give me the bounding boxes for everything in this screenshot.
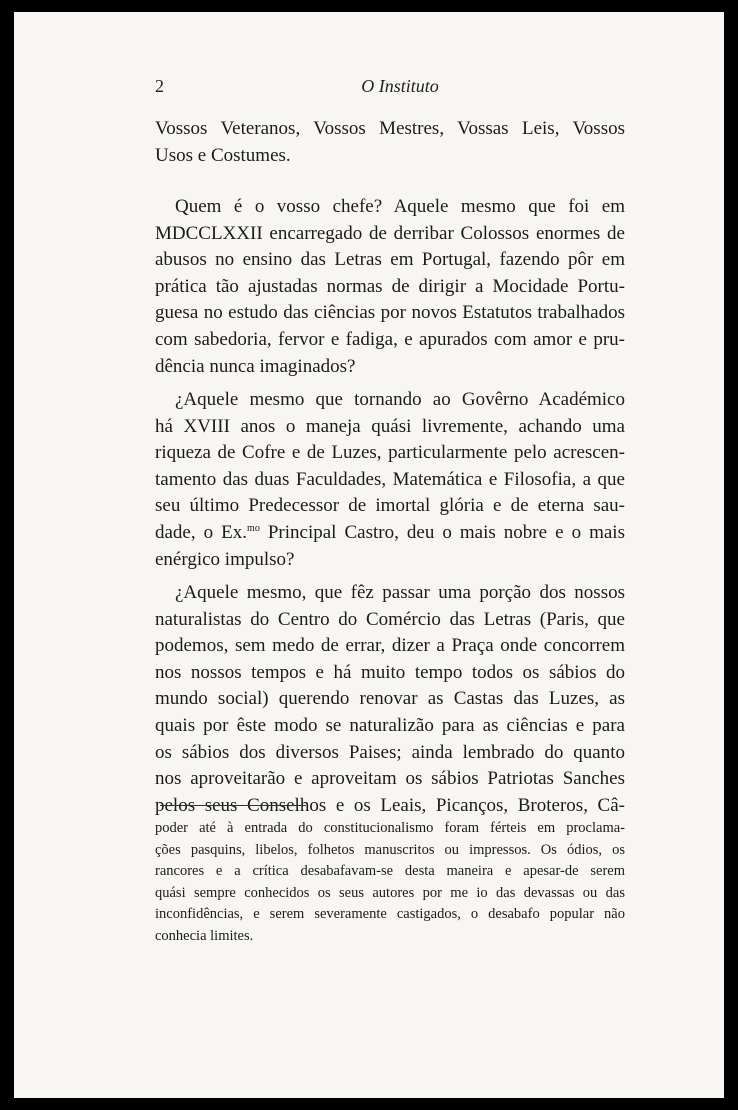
footnote-line: ções pasquins, libelos, folhetos manuscritos ou impressos. Os ódios, os <box>155 841 625 858</box>
text-line: nos aproveitarão e aproveitam os sábios Patriotas Sanches <box>155 768 625 790</box>
book-page <box>14 12 724 1098</box>
text-line: Quem é o vosso chefe? Aquele mesmo que foi em <box>175 196 625 217</box>
text-line: naturalistas do Centro do Comércio das Letras (Paris, que <box>155 608 625 630</box>
text-line: abusos no ensino das Letras em Portugal, fazendo pôr em <box>155 249 625 271</box>
text-line: dência nunca imaginados? <box>155 355 356 377</box>
footnote-divider <box>160 805 306 806</box>
text-line: seu último Predecessor de imortal glória e de eterna sau- <box>155 495 625 517</box>
text-line: ¿Aquele mesmo, que fêz passar uma porção dos nossos <box>175 582 625 603</box>
text-line: pelos seus Conselhos e os Leais, Picanços, Broteros, Câ- <box>155 794 625 816</box>
text-line: enérgico impulso? <box>155 548 295 570</box>
footnote-line: conhecia limites. <box>155 927 254 944</box>
paragraph-1 <box>155 116 625 169</box>
superscript: mo <box>247 522 260 534</box>
text-line: quais por êste modo se naturalizão para as ciências e para <box>155 714 625 736</box>
footnote-line: rancores e a crítica desabafavam-se desta maneira e apesar-de serem <box>155 863 625 880</box>
page-number: 2 <box>155 76 164 96</box>
footnote-line: inconfidências, e serem severamente castigados, o desabafo popular não <box>155 906 625 923</box>
running-header <box>155 76 645 100</box>
text-line: há XVIII anos o maneja quási livremente, achando uma <box>155 415 625 437</box>
text-line: mundo social) querendo renovar as Castas das Luzes, as <box>155 688 625 710</box>
text-line: podemos, sem medo de errar, dizer a Praça onde concorrem <box>155 635 625 657</box>
text-line: riqueza de Cofre e de Luzes, particularmente pelo acrescen- <box>155 442 625 464</box>
text-line: prática tão ajustadas normas de dirigir a Mocidade Portu- <box>155 275 625 297</box>
footnote <box>155 818 625 948</box>
text-line: nos nossos tempos e há muito tempo todos os sábios do <box>155 661 625 683</box>
text-line: MDCCLXXII encarregado de derribar Colossos enormes de <box>155 222 625 244</box>
footnote-line: quási sempre conhecidos os seus autores por me io das devassas ou das <box>155 884 625 901</box>
text-line-with-superscript <box>155 520 625 547</box>
text-segment: Principal Castro, deu o mais nobre e o mais <box>259 521 625 543</box>
text-line: Vossos Veteranos, Vossos Mestres, Vossas Leis, Vossos <box>155 118 625 139</box>
footnote-line: poder até à entrada do constitucionalismo foram férteis em proclama- <box>155 820 625 836</box>
text-line: guesa no estudo das ciências por novos Estatutos trabalhados <box>155 302 625 324</box>
text-line: tamento das duas Faculdades, Matemática e Filosofia, a que <box>155 468 625 490</box>
text-line: os sábios dos diversos Paises; ainda lembrado do quanto <box>155 741 625 763</box>
paragraph-4 <box>155 580 625 819</box>
paragraph-2 <box>155 194 625 380</box>
text-line: Usos e Costumes. <box>155 144 291 166</box>
text-line: com sabedoria, fervor e fadiga, e apurados com amor e pru- <box>155 328 625 350</box>
text-segment: dade, o Ex. <box>155 521 248 543</box>
paragraph-3 <box>155 387 625 573</box>
running-title: O Instituto <box>361 76 439 96</box>
text-line: ¿Aquele mesmo que tornando ao Govêrno Académico <box>175 389 625 410</box>
